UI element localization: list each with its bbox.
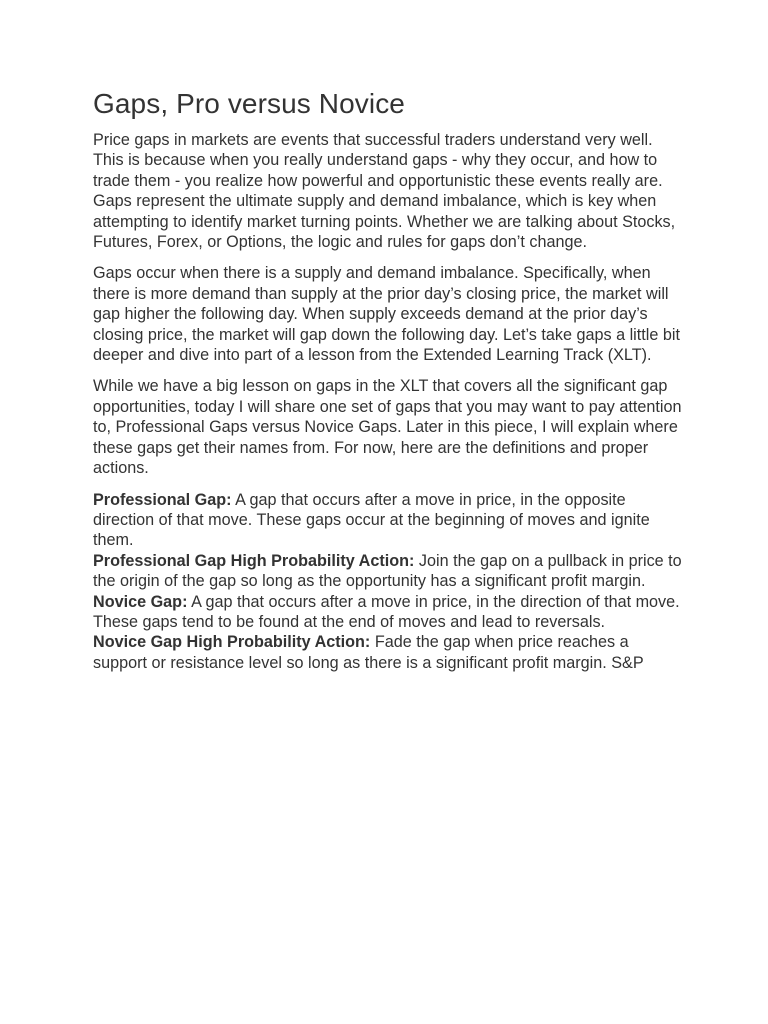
definition-text: A gap that occurs after a move in price, in the direction of that move. These gaps tend to be found at the end of moves and lead to reversals. (93, 592, 680, 631)
definition-term: Professional Gap High Probability Action: (93, 551, 415, 570)
paragraph-intro: Price gaps in markets are events that successful traders understand very well. This is because when you really understand gaps - why they occur, and how to trade them - you realize how powerful and opportunistic these events really are. Gaps represent the ultimate supply and demand imbalance, which is key when attempting to identify market turning points. Whether we are talking about Stocks, Futures, Forex, or Options, the logic and rules for gaps don’t change. (93, 131, 676, 252)
definition-text: A gap that occurs after a move in price, in the opposite direction of that move. These gaps occur at the beginning of moves and ignite them. (93, 490, 650, 550)
definition-novice-gap-action (93, 632, 683, 673)
paragraph-xlt-lesson: While we have a big lesson on gaps in the XLT that covers all the significant gap opportunities, today I will share one set of gaps that you may want to pay attention to, Professional Gaps versus Novice Gaps. Later in this piece, I will explain where these gaps get their names from. For now, here are the definitions and proper actions. (93, 377, 682, 478)
definition-professional-gap (93, 490, 683, 551)
definition-term: Novice Gap High Probability Action: (93, 633, 371, 652)
document-content (93, 84, 683, 673)
definition-text: Join the gap on a pullback in price to the origin of the gap so long as the opportunity has a significant profit margin. (93, 551, 682, 591)
definition-text: Fade the gap when price reaches a support or resistance level so long as there is a significant profit margin. S&P (93, 633, 644, 672)
definition-novice-gap (93, 592, 683, 633)
paragraph-gap-cause: Gaps occur when there is a supply and demand imbalance. Specifically, when there is more demand than supply at the prior day’s closing price, the market will gap higher the following day. When supply exceeds demand at the prior day’s closing price, the market will gap down the following day. Let’s take gaps a little bit deeper and dive into part of a lesson from the Extended Learning Track (XLT). (93, 264, 680, 365)
document-title: Gaps, Pro versus Novice (93, 88, 405, 119)
definition-term: Novice Gap: (93, 592, 188, 611)
definitions-list (93, 490, 683, 674)
definition-professional-gap-action (93, 551, 683, 592)
definition-term: Professional Gap: (93, 490, 232, 509)
